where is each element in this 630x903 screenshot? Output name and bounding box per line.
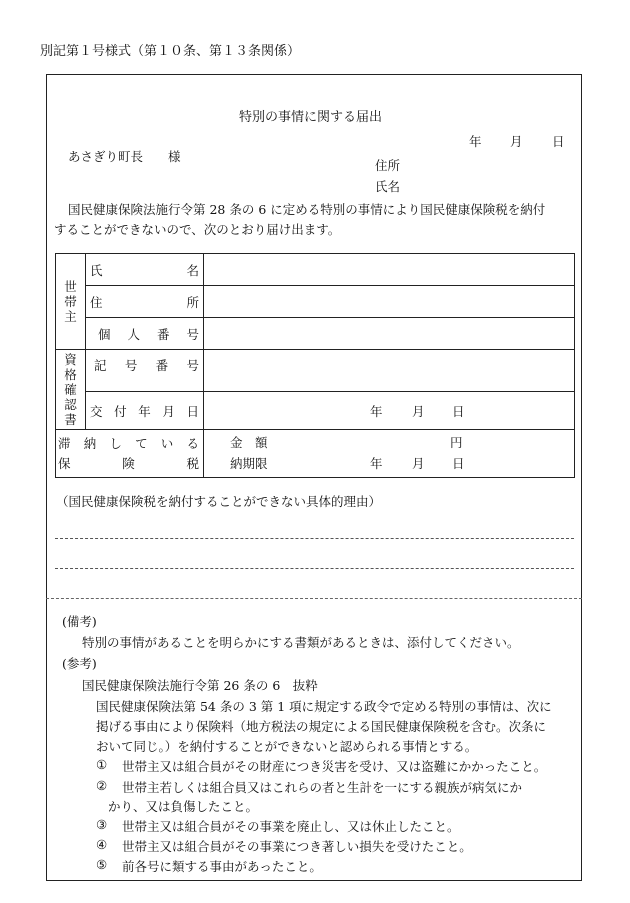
- reference-item-num: ①: [96, 757, 108, 772]
- issue-date-label: 交 付 年 月 日: [86, 392, 204, 430]
- reference-item-num: ②: [96, 778, 108, 793]
- address-label: 住 所: [86, 286, 204, 318]
- reference-item-text: 世帯主又は組合員がその事業につき著しい損失を受けたこと。: [122, 839, 472, 854]
- reason-line-2[interactable]: [55, 568, 574, 569]
- unpaid-tax-label: 滞 納 し て い る 保 険 税: [56, 430, 204, 478]
- reason-line-1[interactable]: [55, 538, 574, 539]
- personal-number-field[interactable]: [204, 318, 575, 350]
- reference-body-1: 国民健康保険法第 54 条の 3 第 1 項に規定する政令で定める特別の事情は、次に: [96, 699, 552, 714]
- notes-text: 特別の事情があることを明らかにする書類があるときは、添付してください。: [82, 635, 520, 650]
- reason-line-3[interactable]: [46, 598, 582, 599]
- deadline-label: 納期限: [230, 456, 268, 471]
- name-label: 氏 名: [86, 254, 204, 286]
- applicant-name-label: 氏名: [375, 179, 401, 194]
- applicant-address-label: 住所: [375, 158, 401, 173]
- address-field[interactable]: [204, 286, 575, 318]
- date-year-label: 年: [469, 134, 482, 149]
- info-table: [55, 253, 575, 478]
- symbol-number-field[interactable]: [204, 350, 575, 392]
- date-day-label: 日: [552, 134, 565, 149]
- name-field[interactable]: [204, 254, 575, 286]
- reason-heading: （国民健康保険税を納付することができない具体的理由）: [56, 494, 382, 509]
- qualification-cert-label: 資 格 確 認 書: [56, 350, 86, 430]
- form-title: 特別の事情に関する届出: [239, 110, 383, 125]
- personal-number-label: 個 人 番 号: [86, 318, 204, 350]
- reference-item-text: 前各号に類する事由があったこと。: [122, 859, 322, 874]
- symbol-number-label: 記 号 番 号: [86, 350, 204, 392]
- amount-label: 金 額: [230, 435, 268, 450]
- reference-item-text: 世帯主若しくは組合員又はこれらの者と生計を一にする親族が病気にか: [122, 780, 523, 795]
- reference-item-text: 世帯主又は組合員がその事業を廃止し、又は休止したこと。: [122, 819, 460, 834]
- issue-date-field[interactable]: 年 月 日: [204, 392, 575, 430]
- reference-item-num: ④: [96, 837, 108, 852]
- amount-unit: 円: [450, 435, 463, 450]
- reference-item-num: ③: [96, 817, 108, 832]
- notes-heading: (備考): [62, 614, 97, 629]
- reference-body-2: 掲げる事由により保険料（地方税法の規定による国民健康保険税を含む。次条に: [96, 719, 547, 734]
- head-of-household-label: 世 帯 主: [56, 254, 86, 350]
- reference-subtitle: 国民健康保険法施行令第 26 条の 6 抜粋: [82, 678, 318, 693]
- form-reference: 別記第１号様式（第１０条、第１３条関係）: [40, 44, 301, 59]
- reference-heading: (参考): [62, 656, 97, 671]
- date-month-label: 月: [510, 134, 523, 149]
- intro-line-1: 国民健康保険法施行令第 28 条の 6 に定める特別の事情により国民健康保険税を納付: [68, 202, 546, 217]
- unpaid-tax-field[interactable]: 金 額 円 納期限 年 月 日: [204, 430, 575, 478]
- reference-body-3: おいて同じ。）を納付することができないと認められる事情とする。: [96, 739, 478, 754]
- reference-item-cont: かり、又は負傷したこと。: [108, 799, 259, 814]
- reference-item-text: 世帯主又は組合員がその財産につき災害を受け、又は盗難にかかったこと。: [122, 759, 547, 774]
- intro-line-2: することができないので、次のとおり届け出ます。: [54, 222, 341, 237]
- addressee: あさぎり町長 様: [68, 149, 181, 164]
- reference-item-num: ⑤: [96, 857, 108, 872]
